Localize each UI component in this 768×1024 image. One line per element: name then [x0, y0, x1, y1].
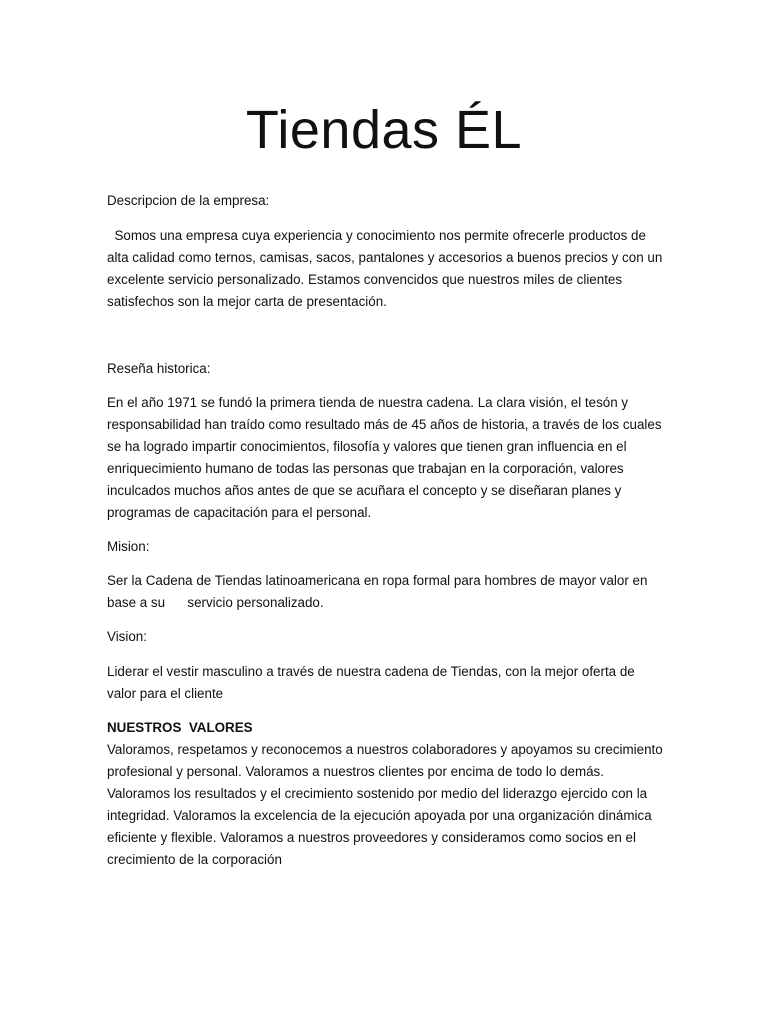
resena-body: En el año 1971 se fundó la primera tienda de nuestra cadena. La clara visión, el tesón y responsabilidad han traído como resultado más de 45 años de historia, a través de los cuales se ha logrado impartir conocimientos, filosofía y valores que tienen gran influencia en el enriquecimiento humano de todas las personas que trabajan en la corporación, valores inculcados muchos años antes de que se acuñara el concepto y se diseñaran planes y programas de capacitación para el personal.: [107, 395, 662, 520]
descripcion-heading: Descripcion de la empresa:: [107, 193, 270, 208]
document-title: Tiendas ÉL: [245, 100, 523, 160]
mision-heading: Mision:: [107, 539, 150, 554]
mision-body: Ser la Cadena de Tiendas latinoamericana en ropa formal para hombres de mayor valor en base a su servicio personalizado.: [107, 573, 652, 610]
vision-body: Liderar el vestir masculino a través de nuestra cadena de Tiendas, con la mejor oferta de valor para el cliente: [107, 664, 635, 701]
valores-heading: NUESTROS VALORES: [107, 720, 253, 735]
resena-heading: Reseña historica:: [107, 361, 211, 376]
descripcion-body: Somos una empresa cuya experiencia y conocimiento nos permite ofrecerle productos de alta calidad como ternos, camisas, sacos, pantalones y accesorios a buenos precios y con un excelente servicio personalizado. Estamos convencidos que nuestros miles de clientes satisfechos son la mejor carta de presentación.: [107, 228, 667, 309]
vision-heading: Vision:: [107, 629, 147, 644]
valores-body: Valoramos, respetamos y reconocemos a nuestros colaboradores y apoyamos su crecimiento profesional y personal. Valoramos a nuestros clientes por encima de todo lo demás. Valoramos los resultados y el crecimiento sostenido por medio del liderazgo ejercido con la integridad. Valoramos la excelencia de la ejecución apoyada por una organización dinámica eficiente y flexible. Valoramos a nuestros proveedores y consideramos como socios en el crecimiento de la corporación: [107, 742, 663, 867]
